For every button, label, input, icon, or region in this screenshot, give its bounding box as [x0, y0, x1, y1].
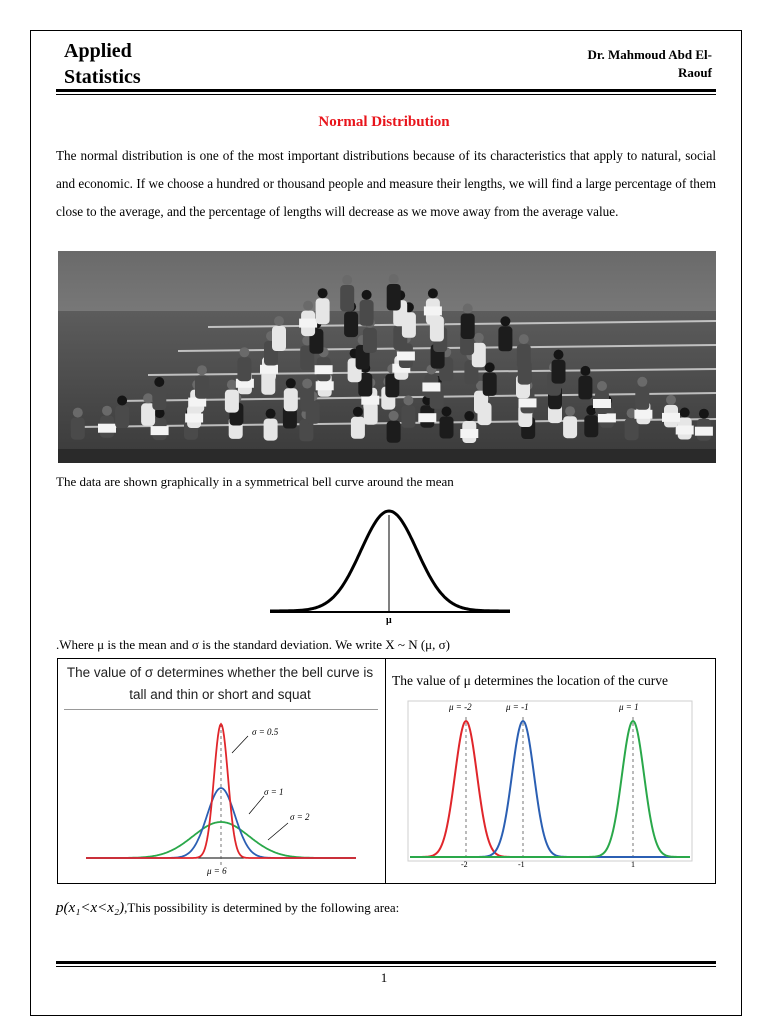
mu-tick-neg2: -2 [461, 860, 468, 869]
bell-caption: The data are shown graphically in a symmetrical bell curve around the mean [56, 474, 454, 489]
assumption-text: ,This possibility is determined by the following area: [124, 900, 400, 915]
probability-expression: p(x₁<x<x₂) [56, 900, 125, 916]
mu-comparison-figure [405, 697, 695, 869]
bell-mu-label: μ [386, 615, 392, 625]
sigma-panel-rule [64, 709, 378, 710]
author-line2: Raouf [678, 65, 712, 80]
course-title [64, 38, 141, 90]
sigma-comparison-figure [86, 716, 366, 878]
mu-tick-neg1: -1 [518, 860, 525, 869]
section-title: Normal Distribution [318, 114, 450, 130]
sigma-label-05: σ = 0.5 [252, 727, 279, 737]
intro-paragraph: The normal distribution is one of the most important distributions because of its characteristics that apply to natural, social and economic. If we choose a hundred or thousand people and measure their lengths, we will find a large percentage of them close to the average, and the percentage of lengths will decrease as we move away from the average value. [56, 148, 716, 219]
footer-rule-thin [56, 966, 716, 967]
mu-label-neg2: μ = -2 [449, 702, 472, 712]
comparison-divider [385, 658, 386, 884]
sigma-mean-label: μ = 6 [207, 866, 227, 876]
page-number: 1 [380, 970, 388, 985]
footer-rule-thick [56, 961, 716, 964]
sigma-panel-title: The value of σ determines whether the bell curve is tall and thin or short and squat [66, 665, 374, 702]
course-title-line1: Applied [64, 40, 132, 62]
notation-caption: .Where μ is the mean and σ is the standard deviation. We write X ~ N (μ, σ) [56, 637, 450, 652]
mu-label-1: μ = 1 [619, 702, 639, 712]
mu-panel-title: The value of μ determines the location of the curve [392, 673, 669, 688]
sigma-label-2: σ = 2 [290, 812, 310, 822]
header-rule-thick [56, 89, 716, 92]
author-line1: Dr. Mahmoud Abd El- [587, 47, 712, 62]
mu-label-neg1: μ = -1 [506, 702, 529, 712]
assumption-line [56, 900, 399, 917]
sigma-label-1: σ = 1 [264, 787, 284, 797]
header-rule-thin [56, 94, 716, 95]
crowd-histogram-photo [58, 251, 716, 463]
bell-curve-figure [270, 497, 510, 625]
author-name [542, 46, 712, 82]
course-title-line2: Statistics [64, 66, 141, 88]
mu-tick-1: 1 [631, 860, 635, 869]
